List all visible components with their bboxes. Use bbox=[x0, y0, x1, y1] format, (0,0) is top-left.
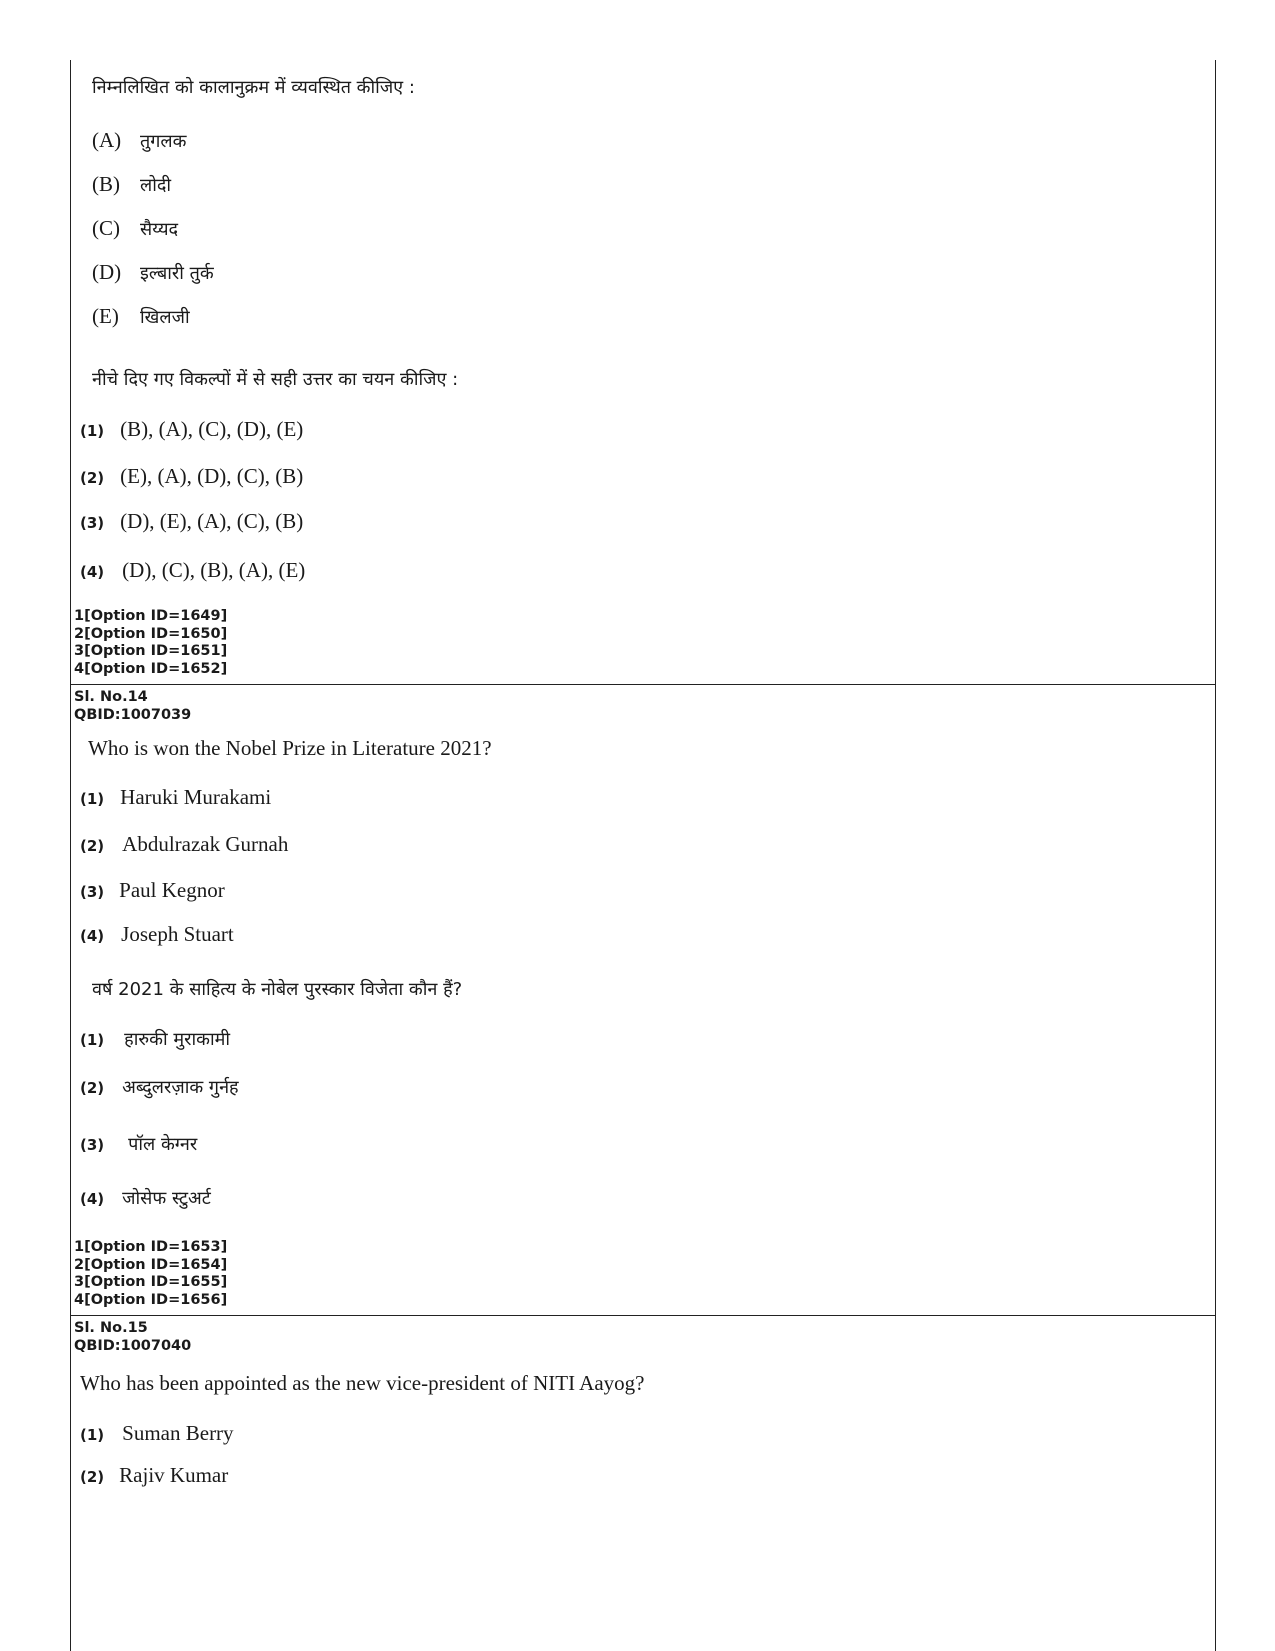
option-id: 2[Option ID=1654] bbox=[74, 1256, 228, 1273]
option-id: 3[Option ID=1655] bbox=[74, 1274, 228, 1290]
q15-question-en: Who has been appointed as the new vice-president of NITI Aayog? bbox=[80, 1371, 645, 1395]
option-number: (3) bbox=[80, 514, 105, 532]
item-label: (B) bbox=[92, 172, 120, 196]
option-text: (D), (C), (B), (A), (E) bbox=[122, 558, 306, 582]
q13-item-d bbox=[92, 260, 214, 285]
serial-number: Sl. No.15 bbox=[74, 1320, 148, 1336]
item-label: (C) bbox=[92, 216, 120, 240]
question-divider bbox=[70, 1315, 1215, 1316]
option-number: (1) bbox=[80, 422, 105, 440]
option-text: (D), (E), (A), (C), (B) bbox=[120, 509, 304, 533]
q14-option-3-en[interactable] bbox=[80, 878, 225, 903]
option-text: Rajiv Kumar bbox=[119, 1463, 229, 1487]
option-number: (3) bbox=[80, 883, 105, 901]
item-label: (A) bbox=[92, 128, 122, 152]
q14-header bbox=[74, 689, 191, 724]
option-number: (1) bbox=[80, 1426, 105, 1444]
option-id: 1[Option ID=1649] bbox=[74, 608, 228, 624]
item-text: खिलजी bbox=[140, 307, 190, 328]
question-divider bbox=[70, 684, 1215, 685]
option-number: (2) bbox=[80, 1468, 105, 1486]
q13-item-a bbox=[92, 128, 186, 153]
option-text: अब्दुलरज़ाक गुर्नह bbox=[122, 1077, 239, 1098]
option-text: Joseph Stuart bbox=[121, 922, 234, 946]
option-id: 4[Option ID=1656] bbox=[74, 1291, 228, 1308]
q15-option-1-en[interactable] bbox=[80, 1421, 234, 1446]
option-id: 1[Option ID=1653] bbox=[74, 1239, 228, 1255]
q13-option-ids bbox=[74, 608, 227, 678]
item-text: लोदी bbox=[140, 175, 172, 196]
option-text: (E), (A), (D), (C), (B) bbox=[120, 464, 304, 488]
q14-question-en: Who is won the Nobel Prize in Literature 2021? bbox=[88, 736, 492, 760]
item-text: इल्बारी तुर्क bbox=[140, 263, 214, 284]
item-label: (D) bbox=[92, 260, 122, 284]
option-text: Abdulrazak Gurnah bbox=[122, 832, 289, 856]
q14-option-1-en[interactable] bbox=[80, 785, 271, 810]
q13-option-1[interactable] bbox=[80, 417, 303, 442]
q14-option-3-hi[interactable] bbox=[80, 1132, 197, 1156]
q15-header bbox=[74, 1320, 191, 1355]
option-number: (4) bbox=[80, 1190, 105, 1208]
q14-option-1-hi[interactable] bbox=[80, 1027, 230, 1051]
q13-choose-instruction: नीचे दिए गए विकल्पों में से सही उत्तर का चयन कीजिए : bbox=[92, 369, 459, 390]
q14-option-4-hi[interactable] bbox=[80, 1186, 211, 1210]
option-text: हारुकी मुराकामी bbox=[124, 1029, 231, 1050]
option-number: (1) bbox=[80, 790, 105, 808]
q14-option-2-hi[interactable] bbox=[80, 1075, 239, 1099]
q14-option-2-en[interactable] bbox=[80, 832, 288, 857]
item-text: तुगलक bbox=[140, 131, 187, 152]
option-text: Haruki Murakami bbox=[120, 785, 272, 809]
qbid: QBID:1007039 bbox=[74, 706, 192, 723]
option-text: (B), (A), (C), (D), (E) bbox=[120, 417, 304, 441]
option-number: (3) bbox=[80, 1136, 105, 1154]
option-id: 2[Option ID=1650] bbox=[74, 625, 228, 642]
serial-number: Sl. No.14 bbox=[74, 689, 148, 705]
option-number: (2) bbox=[80, 469, 105, 487]
q13-option-3[interactable] bbox=[80, 509, 303, 534]
q14-question-hi: वर्ष 2021 के साहित्य के नोबेल पुरस्कार विजेता कौन हैं? bbox=[92, 979, 463, 1000]
option-number: (2) bbox=[80, 1079, 105, 1097]
option-text: जोसेफ स्टुअर्ट bbox=[122, 1188, 211, 1209]
qbid: QBID:1007040 bbox=[74, 1337, 192, 1354]
q13-option-2[interactable] bbox=[80, 464, 303, 489]
q15-option-2-en[interactable] bbox=[80, 1463, 228, 1488]
option-id: 4[Option ID=1652] bbox=[74, 660, 228, 677]
q13-item-c bbox=[92, 216, 178, 241]
item-label: (E) bbox=[92, 304, 119, 328]
item-text: सैय्यद bbox=[140, 219, 179, 240]
option-number: (2) bbox=[80, 837, 105, 855]
q13-option-4[interactable] bbox=[80, 558, 305, 583]
option-text: Suman Berry bbox=[122, 1421, 234, 1445]
option-number: (1) bbox=[80, 1031, 105, 1049]
q13-item-e bbox=[92, 304, 190, 329]
option-number: (4) bbox=[80, 563, 105, 581]
q14-option-4-en[interactable] bbox=[80, 922, 234, 947]
option-text: पॉल केग्नर bbox=[128, 1134, 198, 1155]
option-number: (4) bbox=[80, 927, 105, 945]
q14-option-ids bbox=[74, 1239, 227, 1309]
q13-instruction: निम्नलिखित को कालानुक्रम में व्यवस्थित कीजिए : bbox=[92, 77, 415, 98]
option-id: 3[Option ID=1651] bbox=[74, 643, 228, 659]
q13-item-b bbox=[92, 172, 171, 197]
option-text: Paul Kegnor bbox=[119, 878, 225, 902]
